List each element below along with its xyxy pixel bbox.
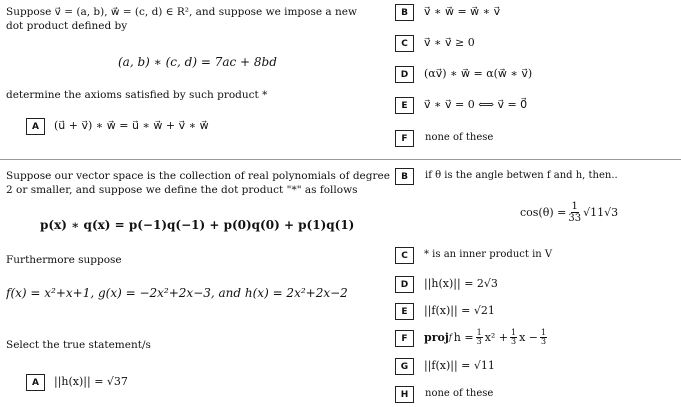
q2-furthermore: Furthermore suppose [6, 254, 122, 266]
q1-option-f-text: none of these [425, 132, 494, 143]
q1-option-b-box[interactable]: B [395, 4, 414, 21]
q1-option-f-box[interactable]: F [395, 130, 414, 147]
q2-prompt-line2: 2 or smaller, and suppose we define the dot product "*" as follows [6, 184, 358, 196]
question-divider [0, 159, 681, 160]
proj-subscript: f [448, 333, 452, 342]
q2-option-a-box[interactable]: A [26, 374, 45, 391]
q2-option-b-text: if θ is the angle betwen f and h, then.. [425, 170, 618, 181]
proj-frac2: $\frac{1}{3}$ [511, 328, 517, 346]
q1-option-d-box[interactable]: D [395, 66, 414, 83]
q2-option-d-text: ||h(x)|| = 2√3 [424, 277, 498, 290]
q2-option-h-box[interactable]: H [395, 386, 414, 403]
q1-prompt-line1: Suppose v⃗ = (a, b), w⃗ = (c, d) ∈ R², and suppose we impose a new [6, 6, 357, 18]
cos-denominator: 33 [568, 213, 582, 224]
q2-option-g-box[interactable]: G [395, 358, 414, 375]
q2-option-c-text: * is an inner product in V [424, 249, 553, 260]
q2-prompt-line1: Suppose our vector space is the collection of real polynomials of degree [6, 170, 390, 182]
q2-option-h-text: none of these [425, 388, 494, 399]
q1-option-a-text: (u⃗ + v⃗) ∗ w⃗ = u⃗ ∗ w⃗ + v⃗ ∗ w⃗ [54, 119, 209, 132]
q1-option-a-box[interactable]: A [26, 118, 45, 135]
q1-formula: (a, b) ∗ (c, d) = 7ac + 8bd [118, 55, 277, 69]
proj-term1: x² + [484, 331, 509, 344]
q1-option-d-text: (αv⃗) ∗ w⃗ = α(w⃗ ∗ v⃗) [424, 67, 533, 80]
cos-lhs: cos(θ) = [520, 206, 567, 219]
q2-option-b-box[interactable]: B [395, 168, 414, 185]
proj-frac3: $\frac{1}{3}$ [541, 328, 547, 346]
proj-label: proj [424, 331, 449, 344]
q2-option-c-box[interactable]: C [395, 247, 414, 264]
proj-term2: x − [519, 331, 539, 344]
q2-option-g-text: ||f(x)|| = √11 [424, 359, 495, 372]
proj-frac1: $\frac{1}{3}$ [476, 328, 482, 346]
proj-h: h = [453, 331, 474, 344]
q1-option-c-text: v⃗ ∗ v⃗ ≥ 0 [424, 36, 475, 49]
q2-option-d-box[interactable]: D [395, 276, 414, 293]
q1-option-b-text: v⃗ ∗ w⃗ = w⃗ ∗ v⃗ [424, 5, 501, 18]
q2-option-a-text: ||h(x)|| = √37 [54, 375, 128, 388]
q2-cos-formula [520, 201, 618, 224]
q2-option-e-box[interactable]: E [395, 303, 414, 320]
q1-option-c-box[interactable]: C [395, 35, 414, 52]
cos-fraction [568, 201, 581, 224]
q1-prompt-line2: dot product defined by [6, 20, 128, 32]
q2-option-f-box[interactable]: F [395, 330, 414, 347]
q1-instruction: determine the axioms satisfied by such product * [6, 89, 268, 101]
q2-option-e-text: ||f(x)|| = √21 [424, 304, 495, 317]
q2-functions: f(x) = x²+x+1, g(x) = −2x²+2x−3, and h(x) = 2x²+2x−2 [6, 286, 348, 300]
cos-numerator: 1 [571, 201, 578, 212]
cos-rhs: √11√3 [583, 206, 619, 219]
q1-option-e-box[interactable]: E [395, 97, 414, 114]
q1-option-e-text: v⃗ ∗ v⃗ = 0 ⟺ v⃗ = 0⃗ [424, 98, 528, 111]
q2-dot-formula: p(x) ∗ q(x) = p(−1)q(−1) + p(0)q(0) + p(1)q(1) [40, 218, 355, 232]
q2-select-instruction: Select the true statement/s [6, 339, 151, 351]
q2-option-f-text [424, 329, 549, 346]
